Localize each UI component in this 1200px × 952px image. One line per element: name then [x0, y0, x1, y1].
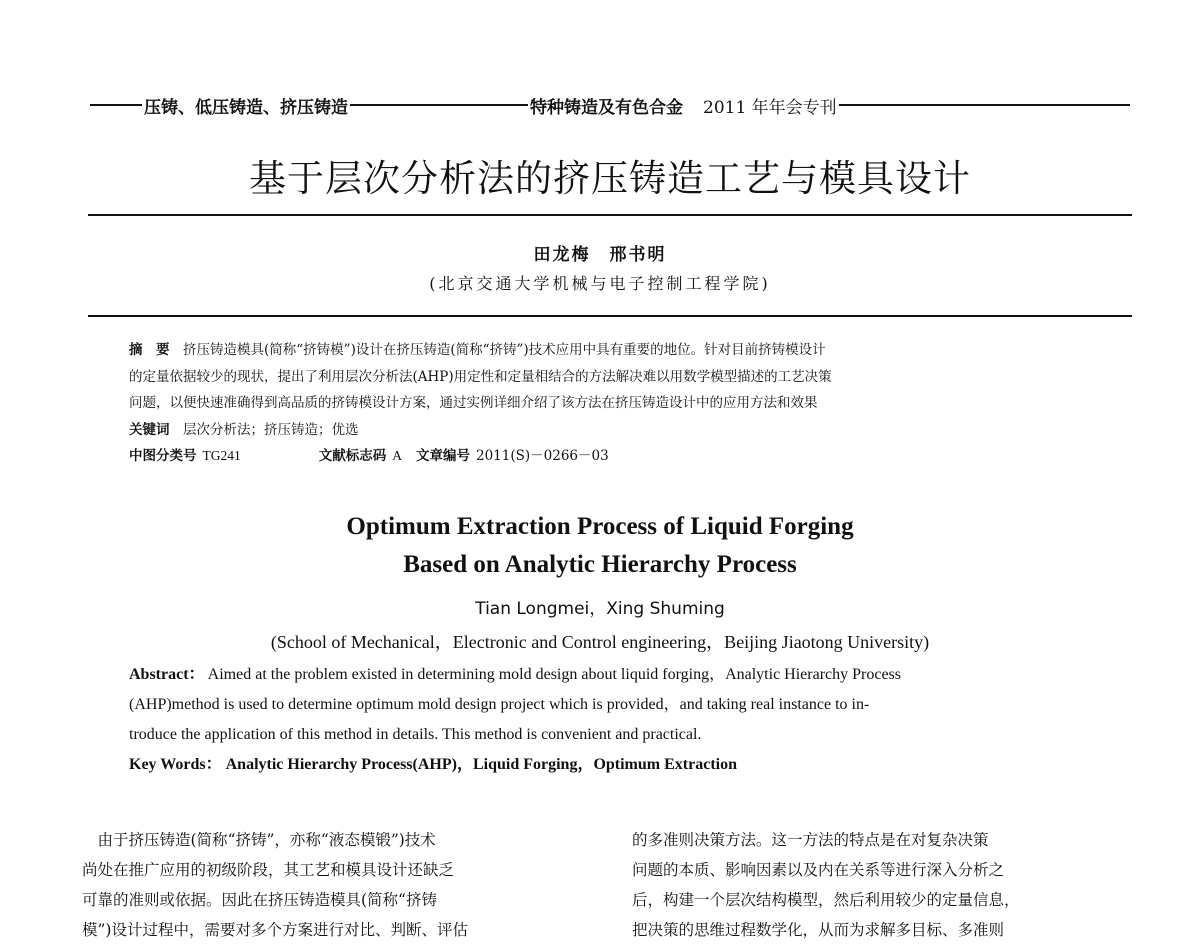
body-right-line: 后，构建一个层次结构模型，然后利用较少的定量信息， [632, 891, 1020, 909]
header-year: 2011 年年会专刊 [703, 97, 837, 118]
body-right-line: 的多准则决策方法。这一方法的特点是在对复杂决策 [632, 831, 989, 849]
keywords-en-text: Analytic Hierarchy Process(AHP)，Liquid Forging，Optimum Extraction [225, 756, 737, 773]
header-journal: 特种铸造及有色合金 [530, 97, 683, 118]
keywords-en [129, 750, 1099, 780]
body-column-right [632, 825, 1132, 945]
authors-cn: 田龙梅 邢书明 [533, 245, 667, 265]
running-header [90, 92, 1130, 118]
affiliation-cn: (北京交通大学机械与电子控制工程学院) [429, 274, 771, 293]
header-rule-2 [350, 104, 528, 106]
article-no-label: 文章编号 [416, 448, 470, 464]
title-rule [88, 214, 1132, 216]
paper-title-en-line-2: Based on Analytic Hierarchy Process [403, 551, 797, 578]
abstract-cn-line-2 [129, 364, 1109, 391]
abstract-cn-line-1 [129, 337, 1109, 364]
body-left-line: 模”)设计过程中，需要对多个方案进行对比、判断、评估 [82, 921, 468, 939]
body-left-line: 尚处在推广应用的初级阶段，其工艺和模具设计还缺乏 [82, 861, 455, 879]
abstract-en-text-3: troduce the application of this method in details. This method is convenient and practical. [129, 726, 702, 743]
doc-code-value: A [392, 448, 402, 463]
body-left-line: 可靠的准则或依据。因此在挤压铸造模具(简称“挤铸 [82, 891, 437, 909]
header-rule-1 [90, 104, 142, 106]
abstract-en-line-1 [129, 660, 1099, 690]
abstract-en-line-2 [129, 690, 1099, 720]
paper-title-en-line-1: Optimum Extraction Process of Liquid Forging [346, 513, 854, 540]
abstract-cn-line-3 [129, 390, 1109, 417]
abstract-cn-text-1: 挤压铸造模具(简称“挤铸模”)设计在挤压铸造(简称“挤铸”)技术应用中具有重要的地位。针对目前挤铸模设计 [183, 342, 826, 358]
affiliation-en: (School of Mechanical，Electronic and Control engineering，Beijing Jiaotong University) [270, 632, 930, 652]
body-left-line: 由于挤压铸造(简称“挤铸”，亦称“液态模锻”)技术 [82, 831, 436, 849]
abstract-cn-text-2: 的定量依据较少的现状，提出了利用层次分析法(AHP)用定性和定量相结合的方法解决难以用数学模型描述的工艺决策 [129, 368, 832, 385]
keywords-cn-text: 层次分析法；挤压铸造；优选 [183, 421, 359, 438]
keywords-cn-label: 关键词 [129, 421, 170, 438]
keywords-en-label: Key Words： [129, 756, 222, 773]
abstract-cn-label: 摘 要 [129, 342, 170, 358]
abstract-cn [129, 337, 1109, 470]
article-no-value: 2011(S)－0266－03 [476, 448, 609, 464]
keywords-cn [129, 417, 1109, 444]
abstract-en-line-3 [129, 720, 1099, 750]
abstract-en-text-2: (AHP)method is used to determine optimum mold design project which is provided，and taking real instance to in- [129, 696, 870, 713]
abstract-en [129, 660, 1099, 780]
body-right-line: 把决策的思维过程数学化，从而为求解多目标、多准则 [632, 921, 1005, 939]
body-column-left [82, 825, 582, 945]
header-section: 压铸、低压铸造、挤压铸造 [144, 97, 348, 118]
header-rule-3 [839, 104, 1130, 106]
abstract-cn-text-3: 问题，以便快速准确得到高品质的挤铸模设计方案，通过实例详细介绍了该方法在挤压铸造设计中的应用方法和效果 [129, 395, 818, 411]
classification-line [129, 443, 1109, 470]
abstract-en-label: Abstract： [129, 666, 205, 683]
abstract-en-text-1: Aimed at the problem existed in determining mold design about liquid forging，Analytic Hierarchy Process [207, 666, 902, 683]
body-right-line: 问题的本质、影响因素以及内在关系等进行深入分析之 [632, 861, 1005, 879]
clc-value: TG241 [202, 448, 241, 463]
clc-label: 中图分类号 [129, 448, 197, 464]
doc-code-label: 文献标志码 [318, 448, 387, 464]
paper-title-cn: 基于层次分析法的挤压铸造工艺与模具设计 [249, 157, 971, 200]
affiliation-rule [88, 315, 1132, 317]
authors-en: Tian Longmei，Xing Shuming [475, 599, 725, 619]
